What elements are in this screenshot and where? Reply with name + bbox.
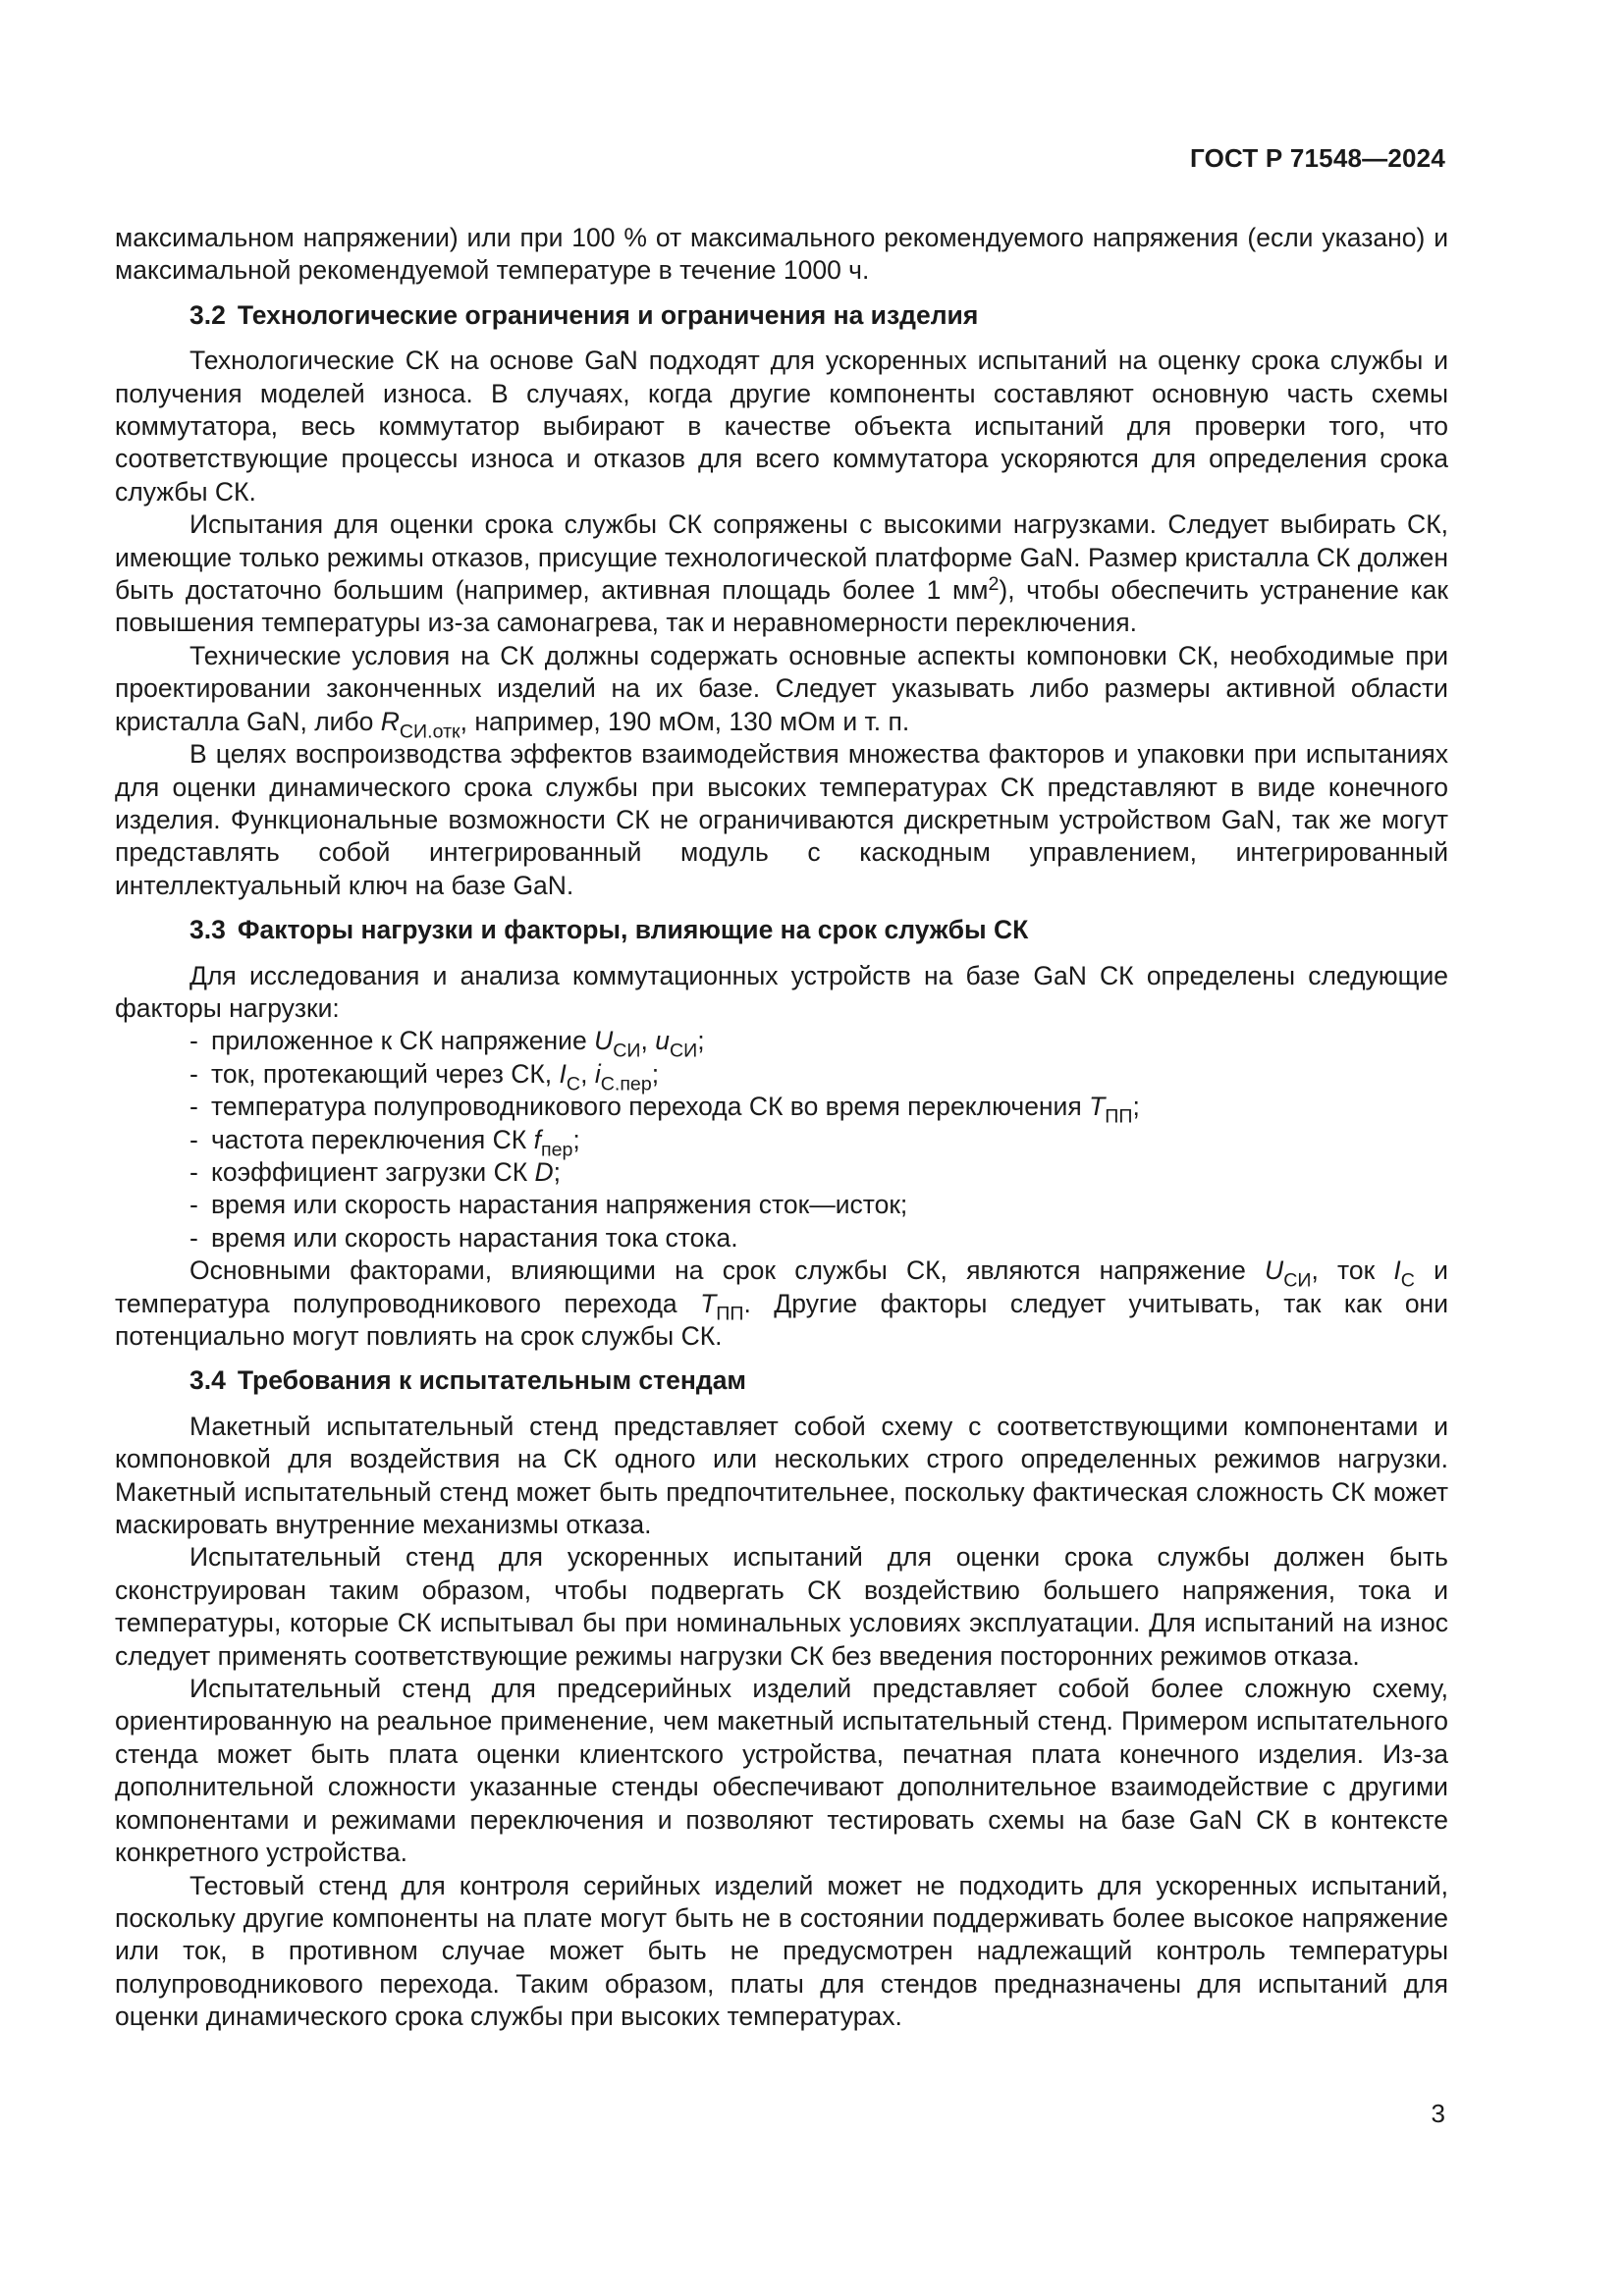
paragraph: Макетный испытательный стенд представляет собой схему с соответствующими компонентами и компоновкой для воздействия на СК одного или нескольких строго определенных режимов нагрузки. Макетный испытательный стенд может быть предпочтительнее, поскольку фактическая сложность СК может маскировать внутренние механизмы отказа. bbox=[115, 1411, 1448, 1540]
section-title: Требования к испытательным стендам bbox=[237, 1365, 747, 1396]
list-item bbox=[189, 1124, 1448, 1160]
list-dash: - bbox=[189, 1222, 198, 1253]
document-code-header: ГОСТ Р 71548—2024 bbox=[1190, 143, 1445, 173]
paragraph-text: Испытания для оценки срока службы СК сопряжены с высокими нагрузками. Следует выбирать СК, имеющие только режимы отказов, присущие технологической платформе GaN. Размер кристалла СК должен быть достаточно большим (например, активная площадь более 1 мм bbox=[115, 509, 1448, 606]
paragraph-text: , ток bbox=[1311, 1255, 1394, 1286]
page-number: 3 bbox=[1431, 2099, 1445, 2128]
paragraph: Испытательный стенд для ускоренных испытаний для оценки срока службы должен быть сконструирован таким образом, чтобы подвергать СК воздействию большего напряжения, тока и температуры, которые СК испытывал бы при номинальных условиях эксплуатации. Для испытаний на износ следует применять соответствующие режимы нагрузки СК без введения посторонних режимов отказа. bbox=[115, 1542, 1448, 1671]
subscript: СИ bbox=[669, 1040, 698, 1062]
symbol: D bbox=[534, 1156, 554, 1187]
symbol: R bbox=[380, 706, 400, 736]
list-item bbox=[189, 1058, 1448, 1095]
list-dash: - bbox=[189, 1058, 198, 1089]
subscript: СИ bbox=[613, 1040, 641, 1062]
list-item-text: время или скорость нарастания тока стока. bbox=[211, 1222, 738, 1253]
subscript: ПП bbox=[1105, 1105, 1133, 1128]
superscript: 2 bbox=[988, 573, 1000, 596]
list-item-text: коэффициент загрузки СК bbox=[211, 1156, 535, 1187]
list-item bbox=[189, 1222, 1448, 1255]
list-item-text: частота переключения СК bbox=[211, 1124, 534, 1154]
paragraph-text: Основными факторами, влияющими на срок службы СК, являются напряжение bbox=[189, 1255, 1266, 1286]
paragraph-text: ), чтобы обеспечить устранение как повышения температуры из-за самонагрева, так и неравномерности переключения. bbox=[115, 575, 1448, 638]
intro-paragraph: максимальном напряжении) или при 100 % от максимального рекомендуемого напряжения (если указано) и максимальной рекомендуемой температуре в течение 1000 ч. bbox=[115, 223, 1448, 286]
list-dash: - bbox=[189, 1124, 198, 1154]
paragraph-text: и температура полупроводникового перехода bbox=[115, 1255, 1448, 1318]
paragraph: Технологические СК на основе GaN подходят для ускоренных испытаний на оценку срока службы и получения моделей износа. В случаях, когда другие компоненты составляют основную часть схемы коммутатора, весь коммутатор выбирают в качестве объекта испытаний для проверки того, что соответствующие процессы износа и отказов для всего коммутатора ускоряются для определения срока службы СК. bbox=[115, 346, 1448, 507]
symbol: T bbox=[1089, 1092, 1106, 1122]
list-item bbox=[189, 1091, 1448, 1128]
list-dash: - bbox=[189, 1092, 198, 1122]
document-body bbox=[115, 222, 1448, 2034]
list-item bbox=[189, 1156, 1448, 1189]
symbol: I bbox=[1393, 1255, 1401, 1286]
paragraph: Тестовый стенд для контроля серийных изделий может не подходить для ускоренных испытаний, поскольку другие компоненты на плате могут быть не в состоянии поддерживать более высокое напряжение или ток, в противном случае может быть не предусмотрен надлежащий контроль температуры полупроводникового перехода. Таким образом, платы для стендов предназначены для испытаний для оценки динамического срока службы при высоких температурах. bbox=[115, 1870, 1448, 2032]
section-title: Факторы нагрузки и факторы, влияющие на срок службы СК bbox=[237, 915, 1029, 945]
section-heading-3-4 bbox=[115, 1364, 1448, 1397]
section-title: Технологические ограничения и ограничения на изделия bbox=[237, 299, 979, 330]
paragraph-text: , например, 190 мОм, 130 мОм и т. п. bbox=[460, 706, 910, 736]
subscript: С.пер bbox=[600, 1073, 652, 1095]
subscript: пер bbox=[540, 1139, 573, 1160]
paragraph: В целях воспроизводства эффектов взаимодействия множества факторов и упаковки при испытаниях для оценки динамического срока службы при высоких температурах СК представляют в виде конечного изделия. Функциональные возможности СК не ограничиваются дискретным устройством GaN, так же могут представлять собой интегрированный модуль с каскодным управлением, интегрированный интеллектуальный ключ на базе GaN. bbox=[115, 739, 1448, 900]
paragraph bbox=[115, 508, 1448, 640]
paragraph: Испытательный стенд для предсерийных изделий представляет собой более сложную схему, ориентированную на реальное применение, чем макетный испытательный стенд. Примером испытательного стенда может быть плата оценки клиентского устройства, печатная плата конечного изделия. Из-за дополнительной сложности указанные стенды обеспечивают дополнительное взаимодействие с другими компонентами и режимами переключения и позволяют тестировать схемы на базе GaN СК в контексте конкретного устройства. bbox=[115, 1674, 1448, 1868]
subscript: СИ.отк bbox=[399, 721, 460, 743]
symbol: U bbox=[594, 1026, 614, 1056]
list-item-end: ; bbox=[651, 1058, 660, 1089]
list-item-end: ; bbox=[1132, 1092, 1140, 1122]
list-item-end: ; bbox=[553, 1156, 562, 1187]
list-dash: - bbox=[189, 1026, 198, 1056]
section-number: 3.3 bbox=[189, 915, 226, 945]
paragraph-text: . Другие факторы следует учитывать, так как они потенциально могут повлиять на срок службы СК. bbox=[115, 1288, 1448, 1351]
section-heading-3-3 bbox=[115, 914, 1448, 946]
load-factors-list bbox=[115, 1025, 1448, 1255]
symbol: T bbox=[700, 1288, 717, 1318]
symbol: u bbox=[655, 1026, 670, 1056]
list-dash: - bbox=[189, 1190, 198, 1220]
list-item-end: ; bbox=[572, 1124, 580, 1154]
separator: , bbox=[640, 1026, 656, 1056]
symbol: I bbox=[559, 1058, 567, 1089]
list-item-text: температура полупроводникового перехода СК во время переключения bbox=[211, 1092, 1090, 1122]
subscript: ПП bbox=[716, 1303, 744, 1325]
paragraph bbox=[115, 640, 1448, 743]
paragraph-text: Технические условия на СК должны содержать основные аспекты компоновки СК, необходимые при проектировании законченных изделий на их базе. Следует указывать либо размеры активной области кристалла GaN, либо bbox=[115, 640, 1448, 736]
paragraph bbox=[115, 1255, 1448, 1353]
section-number: 3.2 bbox=[189, 299, 226, 330]
separator: , bbox=[580, 1058, 595, 1089]
subscript: С bbox=[1400, 1269, 1415, 1292]
paragraph: Для исследования и анализа коммутационных устройств на базе GaN СК определены следующие факторы нагрузки: bbox=[115, 960, 1448, 1023]
list-dash: - bbox=[189, 1156, 198, 1187]
subscript: С bbox=[566, 1073, 581, 1095]
list-item-text: время или скорость нарастания напряжения сток—исток; bbox=[211, 1190, 908, 1220]
subscript: СИ bbox=[1283, 1269, 1312, 1292]
section-number: 3.4 bbox=[189, 1365, 226, 1396]
symbol: i bbox=[594, 1058, 601, 1089]
list-item-end: ; bbox=[697, 1026, 705, 1056]
symbol: U bbox=[1265, 1255, 1284, 1286]
section-heading-3-2 bbox=[115, 299, 1448, 332]
list-item bbox=[189, 1189, 1448, 1221]
list-item-text: приложенное к СК напряжение bbox=[211, 1026, 595, 1056]
list-item bbox=[189, 1025, 1448, 1062]
list-item-text: ток, протекающий через СК, bbox=[211, 1058, 560, 1089]
symbol: f bbox=[533, 1124, 541, 1154]
